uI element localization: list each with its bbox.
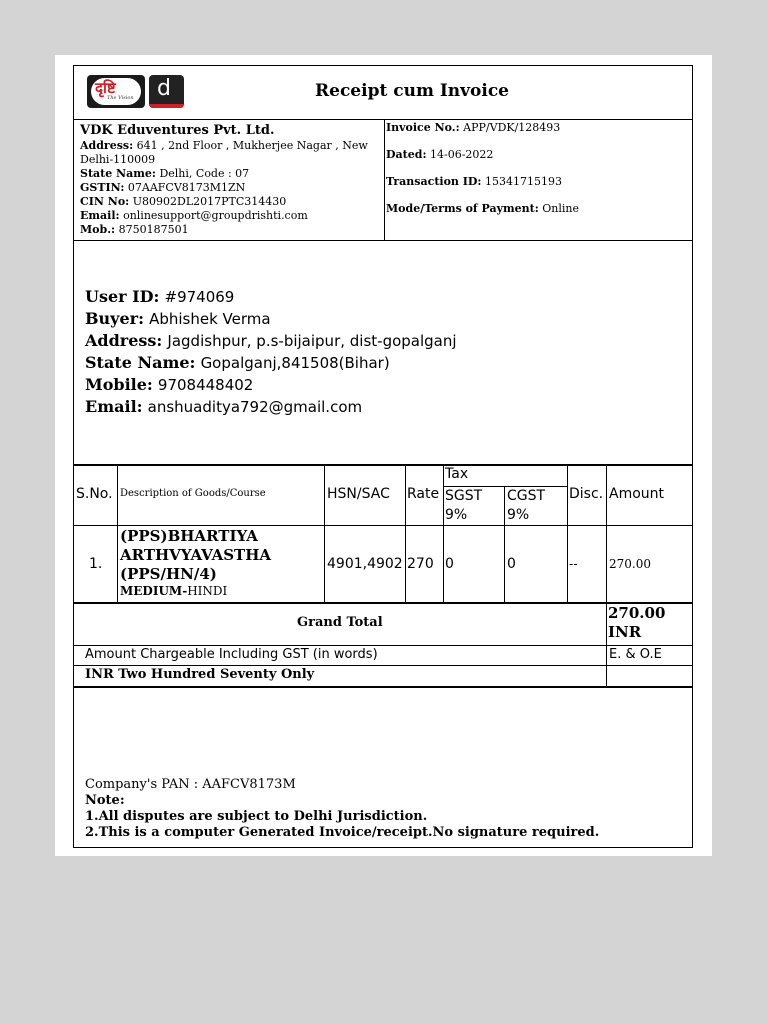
user-id: #974069 xyxy=(164,288,235,306)
header-cgst: CGST xyxy=(507,488,546,504)
header-cgst-pct: 9% xyxy=(507,507,530,523)
logo-subtext: The Vision xyxy=(107,95,134,101)
footer-notes xyxy=(85,777,599,841)
divider xyxy=(73,602,693,604)
header-description: Description of Goods/Course xyxy=(120,488,266,499)
note-2: 2.This is a computer Generated Invoice/receipt.No signature required. xyxy=(85,825,600,840)
divider xyxy=(405,464,406,602)
row-description xyxy=(120,527,271,584)
grand-total-currency: INR xyxy=(608,623,642,641)
note-label: Note: xyxy=(85,793,125,808)
mob-label: Mob.: xyxy=(80,223,116,236)
header-tax: Tax xyxy=(445,466,469,482)
company-mobile: 8750187501 xyxy=(118,223,189,236)
amount-words-label: Amount Chargeable Including GST (in words) xyxy=(85,647,378,662)
transaction-label: Transaction ID: xyxy=(386,175,482,188)
header-sgst: SGST xyxy=(445,488,483,504)
transaction-id: 15341715193 xyxy=(485,175,562,188)
buyer-address-label: Address: xyxy=(85,331,163,350)
course-name-line2: ARTHVYAVASTHA xyxy=(120,546,272,564)
divider xyxy=(117,464,118,602)
email-label: Email: xyxy=(80,209,120,222)
grand-total-label: Grand Total xyxy=(297,615,383,630)
course-name-line1: (PPS)BHARTIYA xyxy=(120,527,258,545)
eoe-label: E. & O.E xyxy=(609,647,662,662)
divider xyxy=(504,486,505,602)
divider xyxy=(567,464,568,602)
row-amount: 270.00 xyxy=(609,557,651,571)
buyer-mobile-label: Mobile: xyxy=(85,375,153,394)
header-disc: Disc. xyxy=(569,486,604,502)
invoice-no: APP/VDK/128493 xyxy=(463,121,561,134)
buyer-label: Buyer: xyxy=(85,309,144,328)
company-info xyxy=(80,123,380,237)
buyer-info xyxy=(85,286,457,418)
row-medium xyxy=(120,584,227,598)
header-sno: S.No. xyxy=(76,486,113,502)
buyer-mobile: 9708448402 xyxy=(157,376,254,394)
grand-total-value xyxy=(608,604,665,642)
header-sgst-pct: 9% xyxy=(445,507,468,523)
user-id-label: User ID: xyxy=(85,287,160,306)
row-sno: 1. xyxy=(89,556,103,572)
row-cgst: 0 xyxy=(507,556,516,572)
divider xyxy=(73,119,693,120)
grand-total-amount: 270.00 xyxy=(608,604,666,622)
row-disc: -- xyxy=(569,557,578,571)
divider xyxy=(73,240,693,241)
buyer-state-label: State Name: xyxy=(85,353,196,372)
divider xyxy=(324,464,325,602)
header-rate: Rate xyxy=(407,486,440,502)
cin-label: CIN No: xyxy=(80,195,130,208)
divider xyxy=(73,464,693,466)
row-sgst: 0 xyxy=(445,556,454,572)
company-cin: U80902DL2017PTC314430 xyxy=(132,195,287,208)
dated-label: Dated: xyxy=(386,148,427,161)
d-logo xyxy=(149,75,184,108)
gstin-label: GSTIN: xyxy=(80,181,125,194)
row-rate: 270 xyxy=(407,556,434,572)
d-logo-bar xyxy=(149,104,184,108)
buyer-name: Abhishek Verma xyxy=(149,310,271,328)
company-address-line2: Delhi-110009 xyxy=(80,153,156,166)
invoice-info xyxy=(386,121,686,216)
payment-mode-label: Mode/Terms of Payment: xyxy=(386,202,539,215)
medium-value: HINDI xyxy=(187,584,228,598)
company-pan: Company's PAN : AAFCV8173M xyxy=(85,777,296,792)
company-address: 641 , 2nd Floor , Mukherjee Nagar , New xyxy=(136,139,368,152)
invoice-date: 14-06-2022 xyxy=(430,148,494,161)
medium-label: MEDIUM- xyxy=(120,584,188,598)
divider xyxy=(73,525,693,526)
course-code: (PPS/HN/4) xyxy=(120,565,217,583)
company-name: VDK Eduventures Pvt. Ltd. xyxy=(80,123,275,138)
buyer-email-label: Email: xyxy=(85,397,143,416)
header-amount: Amount xyxy=(609,486,665,502)
company-email: onlinesupport@groupdrishti.com xyxy=(123,209,308,222)
divider xyxy=(73,665,693,666)
divider xyxy=(606,464,607,686)
buyer-email: anshuaditya792@gmail.com xyxy=(147,398,363,416)
company-state: Delhi, Code : 07 xyxy=(159,167,250,180)
amount-words: INR Two Hundred Seventy Only xyxy=(85,667,315,682)
row-hsn: 4901,4902 xyxy=(327,556,403,572)
buyer-state: Gopalganj,841508(Bihar) xyxy=(200,354,390,372)
buyer-address: Jagdishpur, p.s-bijaipur, dist-gopalganj xyxy=(167,332,457,350)
d-logo-letter: d xyxy=(157,76,171,101)
invoice-title: Receipt cum Invoice xyxy=(315,81,509,101)
company-gstin: 07AAFCV8173M1ZN xyxy=(127,181,246,194)
divider xyxy=(73,686,693,688)
address-label: Address: xyxy=(80,139,134,152)
header-hsn: HSN/SAC xyxy=(327,486,390,502)
divider xyxy=(73,645,693,646)
note-1: 1.All disputes are subject to Delhi Jurisdiction. xyxy=(85,809,428,824)
invoice-no-label: Invoice No.: xyxy=(386,121,460,134)
payment-mode: Online xyxy=(542,202,580,215)
divider xyxy=(443,464,444,602)
divider xyxy=(384,119,385,240)
logo-text: दृष्टि xyxy=(95,79,116,97)
drishti-logo xyxy=(87,75,145,108)
state-label: State Name: xyxy=(80,167,156,180)
